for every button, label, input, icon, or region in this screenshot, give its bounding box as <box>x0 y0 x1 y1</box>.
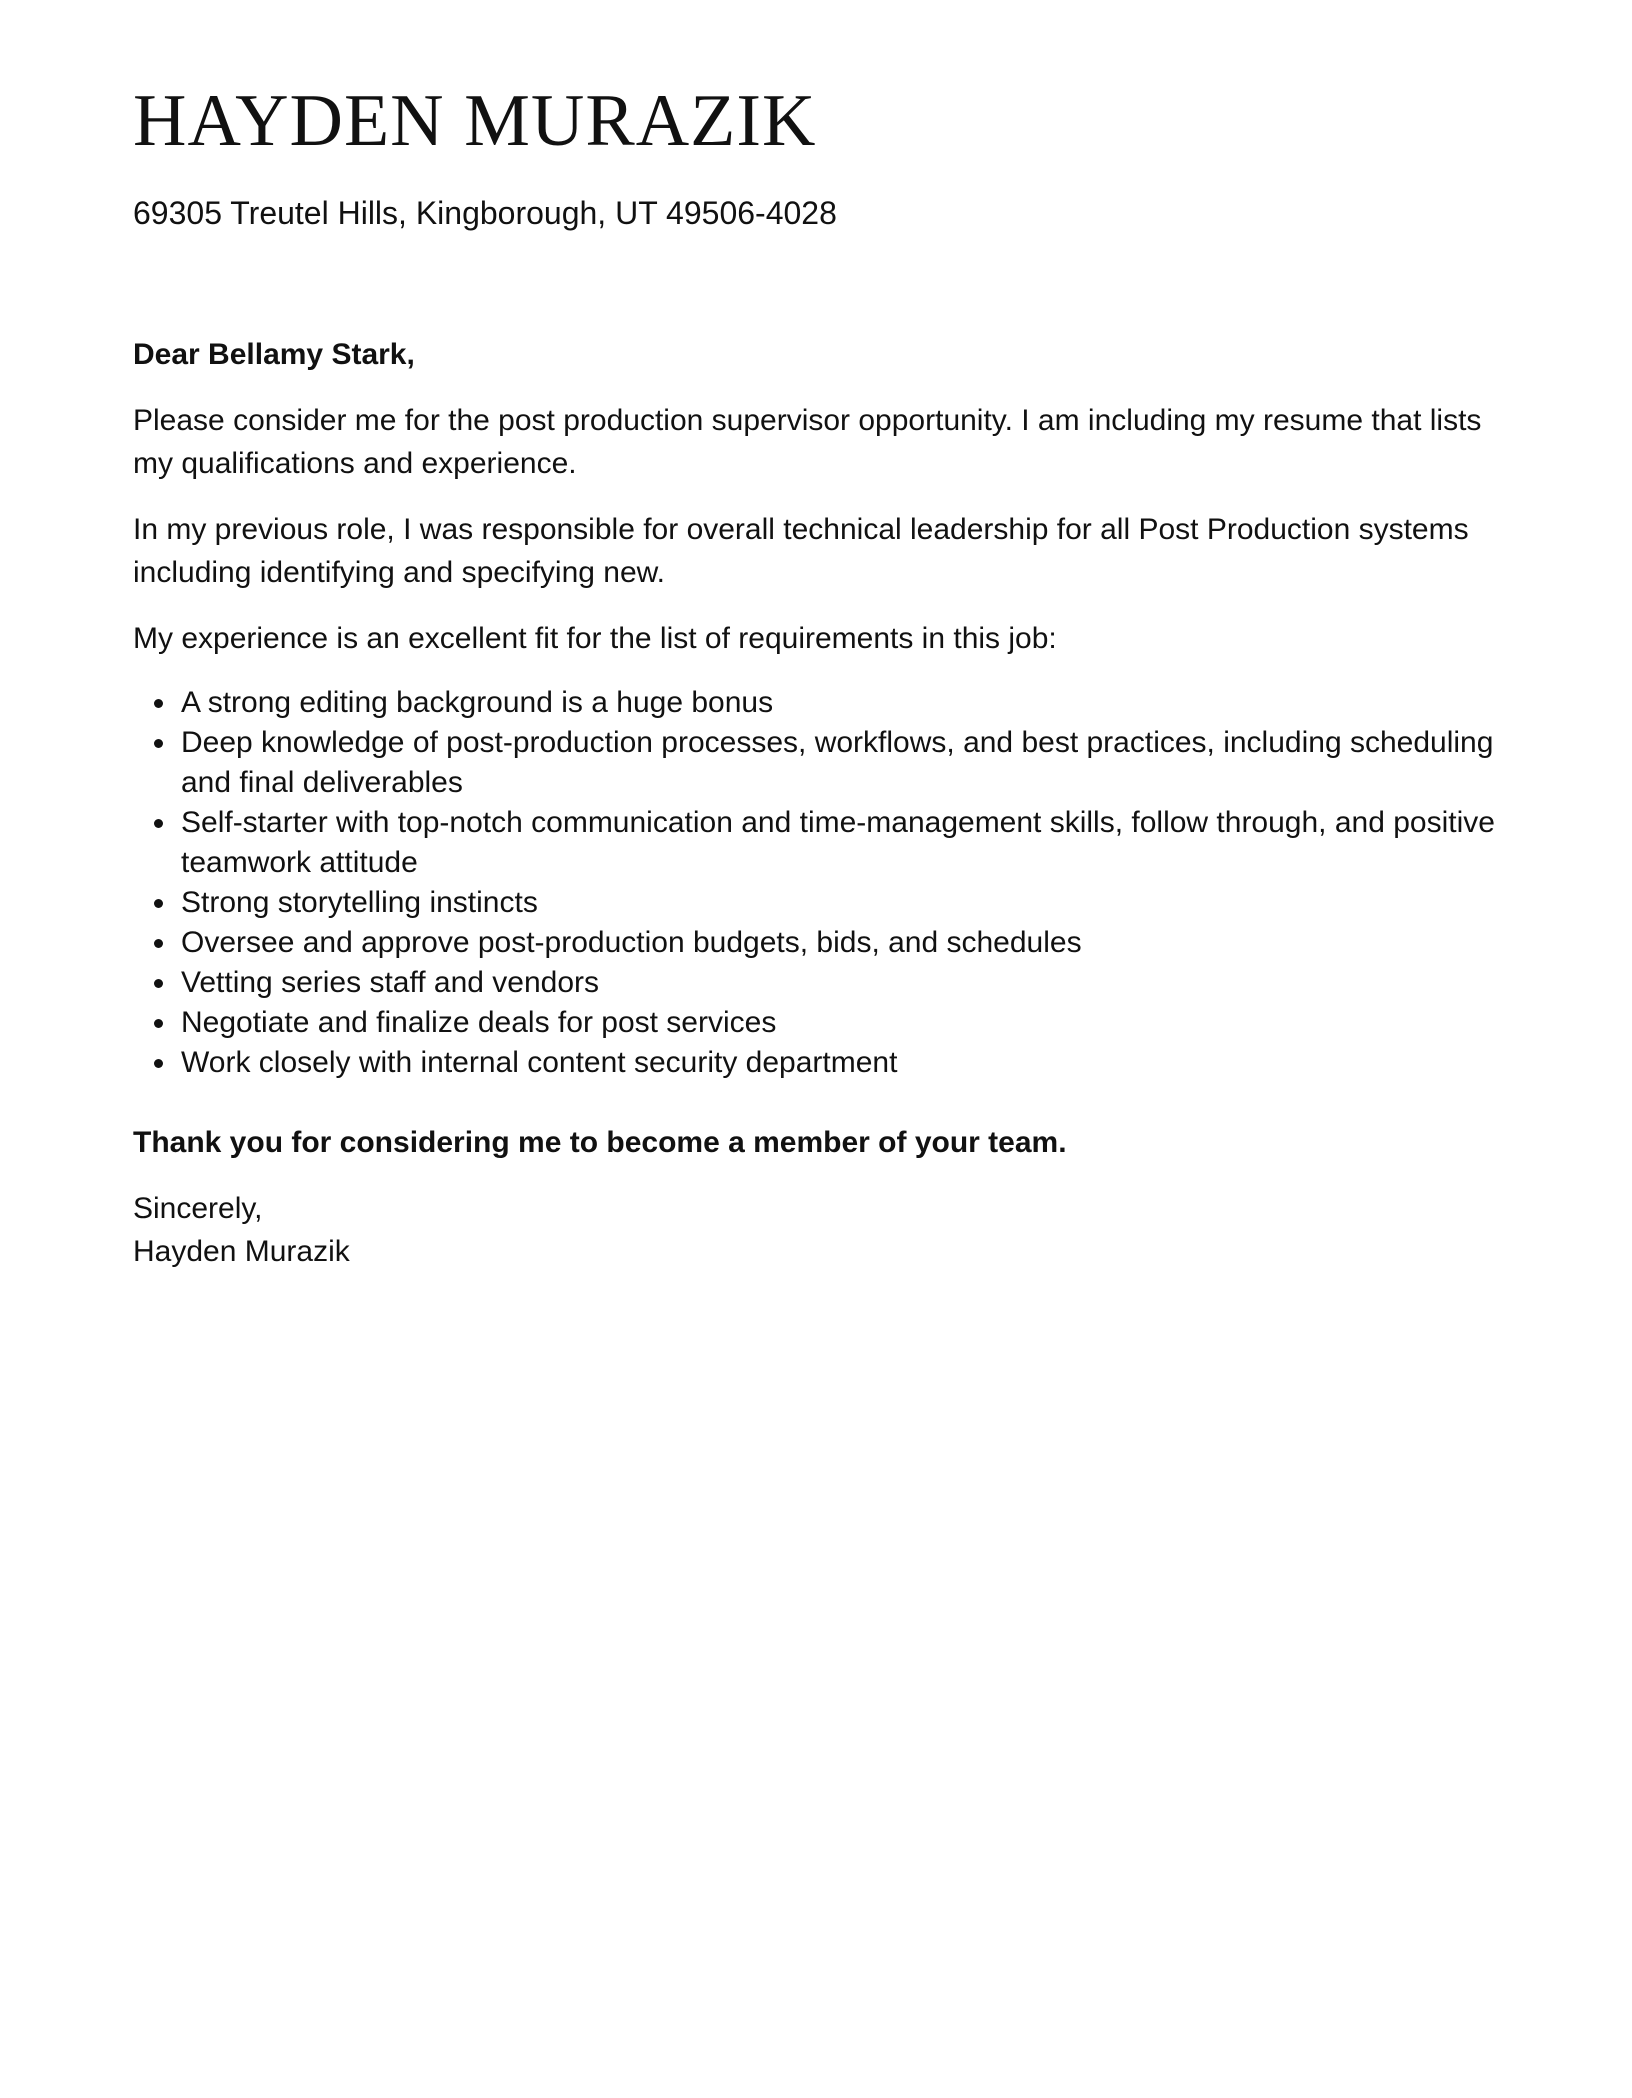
closing-line: Thank you for considering me to become a member of your team. <box>133 1126 1067 1159</box>
list-item-text: Oversee and approve post-production budgets, bids, and schedules <box>181 926 1082 959</box>
list-item-text: A strong editing background is a huge bonus <box>181 686 774 719</box>
applicant-address: 69305 Treutel Hills, Kingborough, UT 49506-4028 <box>133 195 837 231</box>
list-item <box>133 963 1499 1003</box>
list-item <box>133 1003 1499 1043</box>
signature-name: Hayden Murazik <box>133 1235 350 1268</box>
list-item-text: Strong storytelling instincts <box>181 886 538 919</box>
letter-body <box>133 333 1499 1273</box>
list-item <box>133 1043 1499 1083</box>
requirements-list <box>133 683 1499 1083</box>
paragraph-previous-role: In my previous role, I was responsible for overall technical leadership for all Post Production systems including identifying and specifying new. <box>133 513 1469 589</box>
list-item-text: Deep knowledge of post-production processes, workflows, and best practices, including scheduling and final deliverables <box>181 726 1494 799</box>
bullet-icon <box>154 739 163 748</box>
applicant-name: HAYDEN MURAZIK <box>133 80 817 162</box>
paragraph-intro: Please consider me for the post production supervisor opportunity. I am including my resume that lists my qualifications and experience. <box>133 404 1482 480</box>
bullet-icon <box>154 699 163 708</box>
list-item <box>133 723 1499 803</box>
list-item-text: Negotiate and finalize deals for post services <box>181 1006 777 1039</box>
list-item-text: Self-starter with top-notch communication and time-management skills, follow through, and positive teamwork attitude <box>181 806 1495 879</box>
list-item <box>133 883 1499 923</box>
signoff-block <box>133 1187 1499 1273</box>
bullet-icon <box>154 819 163 828</box>
list-item <box>133 803 1499 883</box>
list-item-text: Vetting series staff and vendors <box>181 966 600 999</box>
paragraph-requirements-lead: My experience is an excellent fit for the list of requirements in this job: <box>133 622 1057 655</box>
bullet-icon <box>154 1019 163 1028</box>
bullet-icon <box>154 1059 163 1068</box>
list-item <box>133 923 1499 963</box>
signoff: Sincerely, <box>133 1192 263 1225</box>
bullet-icon <box>154 939 163 948</box>
salutation: Dear Bellamy Stark, <box>133 338 415 371</box>
bullet-icon <box>154 979 163 988</box>
list-item <box>133 683 1499 723</box>
list-item-text: Work closely with internal content security department <box>181 1046 898 1079</box>
bullet-icon <box>154 899 163 908</box>
